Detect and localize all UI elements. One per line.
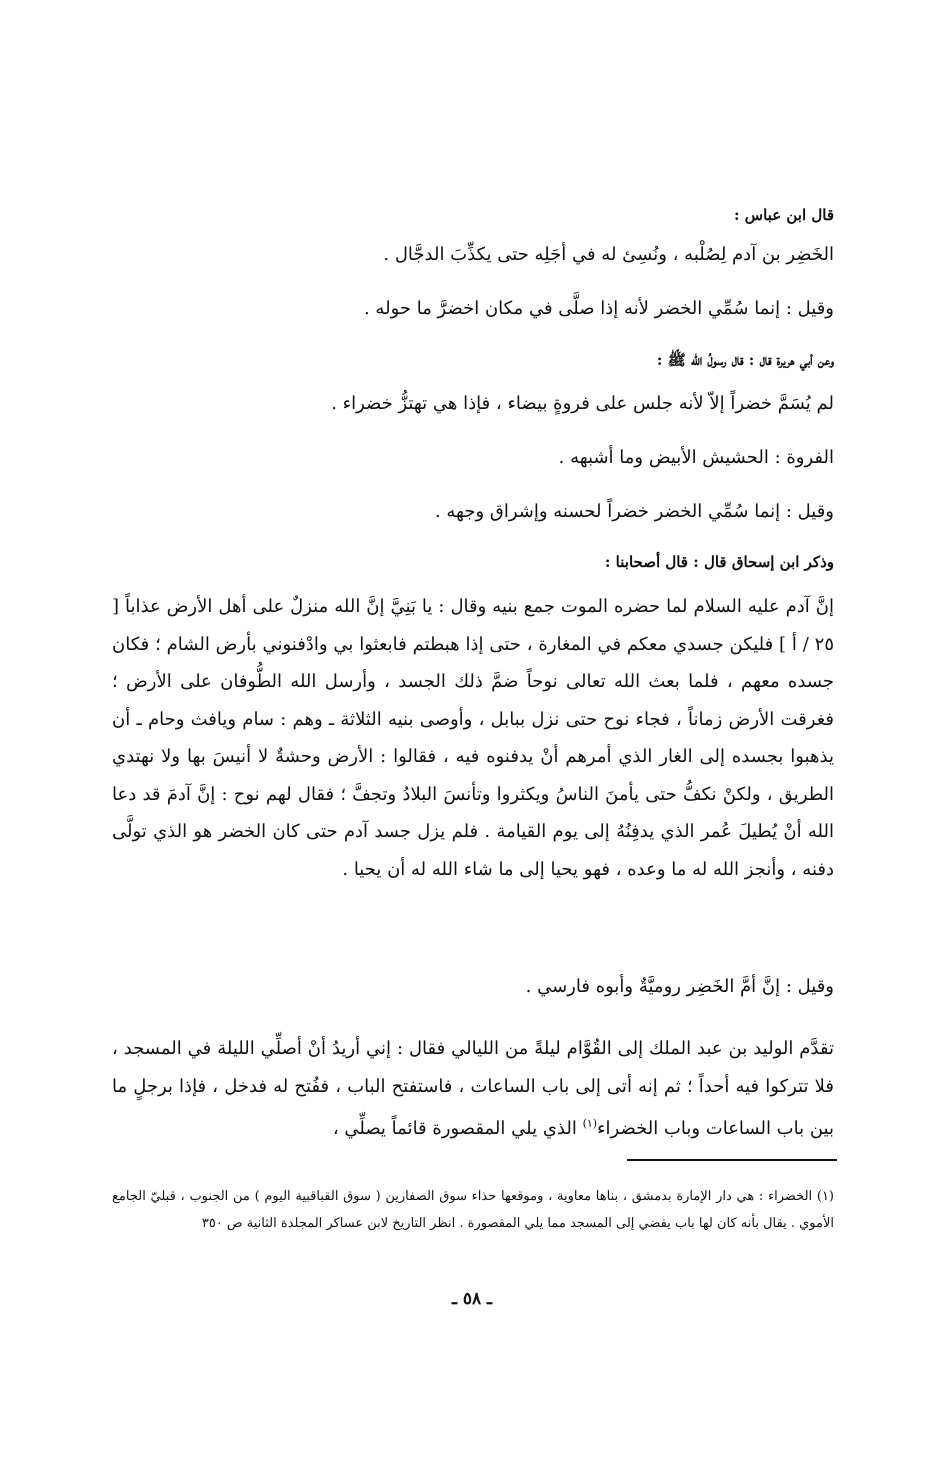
section-ibn-ishaq xyxy=(112,550,834,574)
section-heading: وذكر ابن إسحاق قال : قال أصحابنا : xyxy=(604,553,834,571)
text-line xyxy=(112,294,834,324)
text-line xyxy=(112,389,834,419)
text-line: لم يُسَمَّ خضراً إلاّ لأنه جلس على فروةٍ بيضاء ، فإذا هي تهتزُّ خضراء . xyxy=(331,393,834,414)
footnote-text: (١) الخضراء : هي دار الإمارة بدمشق ، بناها معاوية ، وموقعها حذاء سوق الصفارين ( سوق القباقبية اليوم ) من الجنوب ، قبليّ الجامع الأموي . يقال بأنه كان لها باب يفضي إلى المسجد مما يلي المقصورة . انظر التاريخ لابن عساكر المجلدة الثانية ص ٣٥٠ xyxy=(112,1189,834,1231)
section-heading: وعن أبي هريرة قال : قال رسولُ الله ﷺ : xyxy=(656,351,834,369)
text-line xyxy=(112,972,834,1002)
text-line: وقيل : إنَّ أمَّ الخَضِر روميَّةٌ وأبوه فارسي . xyxy=(525,976,834,997)
section-ibn-abbas xyxy=(112,203,834,227)
text-line xyxy=(112,443,834,473)
text-line: وقيل : إنما سُمِّي الخضر لأنه إذا صلَّى في مكان اخضرَّ ما حوله . xyxy=(363,298,834,319)
footnote-block xyxy=(112,1183,834,1237)
page-number: ـ ٥٨ ـ xyxy=(451,1289,493,1309)
section-heading: قال ابن عباس : xyxy=(734,206,834,224)
text-line: وقيل : إنما سُمِّي الخضر خضراً لحسنه وإشراق وجهه . xyxy=(434,501,834,522)
footnote-marker: (١) xyxy=(582,1117,598,1130)
body-paragraph: إنَّ آدم عليه السلام لما حضره الموت جمع بنيه وقال : يا بَنِيَّ إنَّ الله منزلٌ على أهل الأرض عذاباً [ ٢٥ / أ ] فليكن جسدي معكم في المغارة ، حتى إذا هبطتم فابعثوا بي وادْفنوني بأرض الشام ؛ فكان جسده معهم ، فلما بعث الله تعالى نوحاً ضمَّ ذلك الجسد ، وأرسل الله الطُّوفان على الأرض ؛ فغرقت الأرض زماناً ، فجاء نوح حتى نزل ببابل ، وأوصى بنيه الثلاثة ـ وهم : سام ويافث وحام ـ أن يذهبوا بجسده إلى الغار الذي أمرهم أنْ يدفنوه فيه ، فقالوا : الأرض وحشةٌ لا أنيسَ بها ولا نهتدي الطريق ، ولكنْ نكفُّ حتى يأمنَ الناسُ ويكثروا وتأنسَ البلادُ وتجفَّ ؛ فقال لهم نوح : إنَّ آدمَ قد دعا الله أنْ يُطيلَ عُمر الذي يدفِنُهُ إلى يوم القيامة . فلم يزل جسد آدم حتى كان الخضر هو الذي تولَّى دفنه ، وأنجز الله له ما وعده ، فهو يحيا إلى ما شاء الله له أن يحيا . xyxy=(112,596,834,880)
text-line: الفروة : الحشيش الأبيض وما أشبهه . xyxy=(558,447,834,468)
body-paragraph xyxy=(112,1030,834,1148)
text-line: الخَضِر بن آدم لِصُلْبه ، ونُسِئ له في أجَلِه حتى يكذِّبَ الدجَّال . xyxy=(383,244,834,265)
paragraph-text-end: الذي يلي المقصورة قائماً يصلِّي ، xyxy=(332,1118,583,1139)
section-abu-hurayra xyxy=(112,348,834,372)
text-line xyxy=(112,240,834,270)
footnote-divider xyxy=(627,1159,837,1161)
text-line xyxy=(112,497,834,527)
paragraph-walid xyxy=(112,1030,834,1148)
paragraph-adam xyxy=(112,588,834,888)
paragraph-text: تقدَّم الوليد بن عبد الملك إلى القُوَّام ليلةً من الليالي فقال : إني أريدُ أنْ أصلِّي الليلة في المسجد ، فلا تتركوا فيه أحداً ؛ ثم إنه أتى إلى باب الساعات ، فاستفتح الباب ، ففُتح له فدخل ، فإذا برجلٍ ما بين باب الساعات وباب الخضراء xyxy=(112,1038,834,1139)
